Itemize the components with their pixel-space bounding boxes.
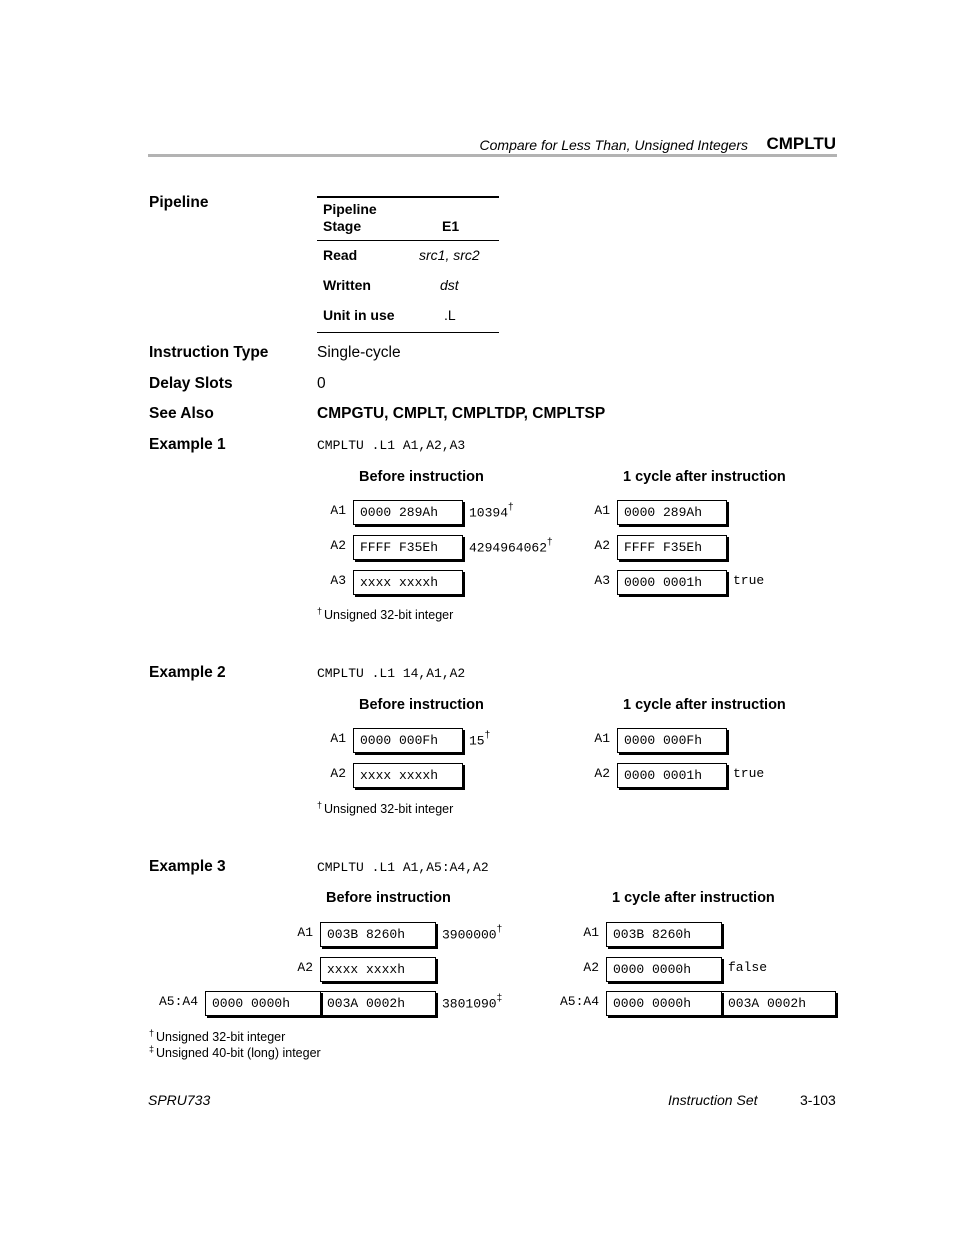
ex3-before-note-a1: 3900000† (442, 924, 503, 943)
ex3-before-value-a4: 003A 0002h (320, 991, 436, 1016)
ex1-before-reg-a1: A1 (330, 503, 346, 518)
example-3-after-title: 1 cycle after instruction (612, 890, 775, 906)
footer-section: Instruction Set (668, 1092, 758, 1108)
delay-slots-value: 0 (317, 375, 326, 392)
ex3-after-value-a2: 0000 0000h (606, 957, 722, 982)
running-header-title: Compare for Less Than, Unsigned Integers (479, 137, 748, 153)
instruction-type-value: Single-cycle (317, 344, 401, 361)
ex1-before-reg-a2: A2 (330, 538, 346, 553)
example-3-footnote-1: † Unsigned 32-bit integer (149, 1028, 286, 1045)
ex3-after-value-a1: 003B 8260h (606, 922, 722, 947)
example-3-label: Example 3 (149, 858, 226, 875)
ex3-after-note-a2: false (728, 960, 768, 975)
pipeline-row-written-stage: Written (323, 277, 371, 293)
ex1-after-reg-a1: A1 (594, 503, 610, 518)
ex1-after-value-a3: 0000 0001h (617, 570, 727, 595)
pipeline-header-rule (317, 240, 499, 241)
delay-slots-label: Delay Slots (149, 375, 233, 392)
ex1-before-value-a3: xxxx xxxxh (353, 570, 463, 595)
example-3-footnote-2: ‡ Unsigned 40-bit (long) integer (149, 1044, 321, 1061)
ex2-before-note-a1: 15† (469, 730, 491, 749)
pipeline-table (317, 196, 499, 333)
example-3-before-title: Before instruction (326, 890, 451, 906)
example-2-after-title: 1 cycle after instruction (623, 697, 786, 713)
ex1-before-value-a2: FFFF F35Eh (353, 535, 463, 560)
instruction-type-label: Instruction Type (149, 344, 269, 361)
ex3-before-value-a2: xxxx xxxxh (320, 957, 436, 982)
ex2-before-reg-a1: A1 (330, 731, 346, 746)
ex3-after-value-a4: 003A 0002h (721, 991, 836, 1016)
example-2-code: CMPLTU .L1 14,A1,A2 (317, 666, 466, 681)
ex1-before-note-a2: 4294964062† (469, 537, 553, 556)
see-also-value: CMPGTU, CMPLT, CMPLTDP, CMPLTSP (317, 405, 606, 422)
ex1-after-note-a3: true (733, 573, 765, 588)
pipeline-col-e1: E1 (442, 218, 460, 234)
ex3-before-value-a5: 0000 0000h (205, 991, 321, 1016)
footer-page-number: 3-103 (800, 1092, 836, 1108)
ex3-before-reg-a1: A1 (297, 925, 313, 940)
pipeline-row-written-value: dst (440, 277, 459, 293)
ex1-after-reg-a2: A2 (594, 538, 610, 553)
ex2-before-value-a2: xxxx xxxxh (353, 763, 463, 788)
ex3-after-value-a5: 0000 0000h (606, 991, 722, 1016)
ex1-before-note-a1: 10394† (469, 502, 514, 521)
ex2-before-value-a1: 0000 000Fh (353, 728, 463, 753)
ex3-before-value-a1: 003B 8260h (320, 922, 436, 947)
ex3-before-reg-a2: A2 (297, 960, 313, 975)
example-1-label: Example 1 (149, 436, 226, 453)
example-2-before-title: Before instruction (359, 697, 484, 713)
ex3-before-note-a5a4: 3801090‡ (442, 993, 503, 1012)
pipeline-row-unit-value: .L (444, 307, 456, 323)
ex1-after-value-a2: FFFF F35Eh (617, 535, 727, 560)
ex3-after-reg-a5a4: A5:A4 (559, 994, 599, 1009)
example-2-label: Example 2 (149, 664, 226, 681)
ex2-after-reg-a2: A2 (594, 766, 610, 781)
example-3-code: CMPLTU .L1 A1,A5:A4,A2 (317, 860, 489, 875)
pipeline-row-read-value: src1, src2 (419, 247, 480, 263)
ex1-before-value-a1: 0000 289Ah (353, 500, 463, 525)
example-1-code: CMPLTU .L1 A1,A2,A3 (317, 438, 466, 453)
ex3-before-reg-a5a4: A5:A4 (158, 994, 198, 1009)
pipeline-col-stage-line1: Pipeline (323, 201, 377, 217)
ex2-before-reg-a2: A2 (330, 766, 346, 781)
ex2-after-value-a2: 0000 0001h (617, 763, 727, 788)
example-1-footnote: † Unsigned 32-bit integer (317, 606, 454, 623)
ex2-after-value-a1: 0000 000Fh (617, 728, 727, 753)
pipeline-col-stage-line2: Stage (323, 218, 362, 234)
ex1-after-reg-a3: A3 (594, 573, 610, 588)
example-1-after-title: 1 cycle after instruction (623, 469, 786, 485)
pipeline-label: Pipeline (149, 194, 209, 211)
example-1-before-title: Before instruction (359, 469, 484, 485)
see-also-label: See Also (149, 405, 214, 422)
pipeline-row-unit-stage: Unit in use (323, 307, 395, 323)
example-2-footnote: † Unsigned 32-bit integer (317, 800, 454, 817)
ex2-after-note-a2: true (733, 766, 765, 781)
pipeline-row-read-stage: Read (323, 247, 358, 263)
footer-doc-id: SPRU733 (148, 1092, 211, 1108)
ex2-after-reg-a1: A1 (594, 731, 610, 746)
ex3-after-reg-a1: A1 (583, 925, 599, 940)
header-rule (148, 154, 837, 157)
ex1-after-value-a1: 0000 289Ah (617, 500, 727, 525)
ex3-after-reg-a2: A2 (583, 960, 599, 975)
ex1-before-reg-a3: A3 (330, 573, 346, 588)
running-header-mnemonic: CMPLTU (766, 134, 836, 153)
